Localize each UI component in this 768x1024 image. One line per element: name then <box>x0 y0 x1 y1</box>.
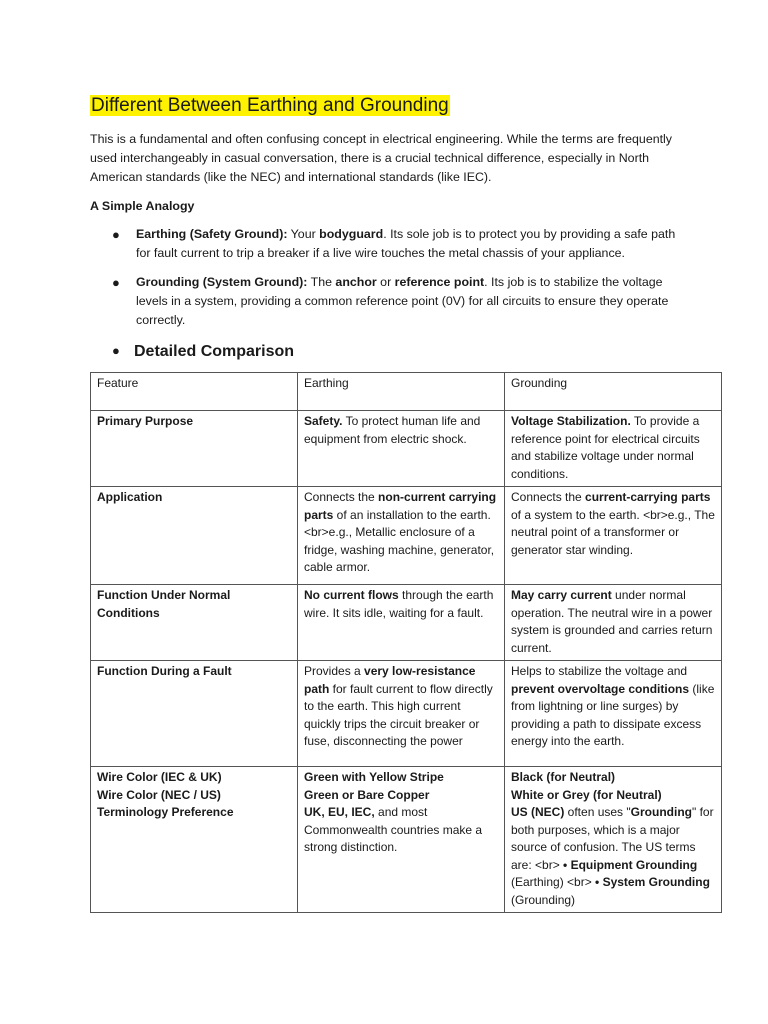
table-row <box>91 411 722 487</box>
highlighted-title-text: Different Between Earthing and Grounding <box>91 95 449 116</box>
cell-text: To protect human life and equipment from electric shock. <box>304 414 481 446</box>
cell-emphasis: very low-resistance path <box>304 664 476 696</box>
bullet-text: The <box>307 275 336 289</box>
cell-emphasis: • Equipment Grounding <box>563 857 698 872</box>
grounding-cell <box>505 661 722 767</box>
cell-emphasis: No current flows <box>304 588 399 602</box>
cell-text: under normal operation. The neutral wire in a power system is grounded and carries return current. <box>511 588 713 655</box>
bullet-text: . Its job is to stabilize the voltage levels in a system, providing a common reference point (0V) for all circuits to ensure they operate correctly. <box>136 275 669 327</box>
cell-text: and most Commonwealth countries make a strong distinction. <box>304 805 483 854</box>
list-item <box>112 273 684 330</box>
cell-text: for fault current to flow directly to the earth. This high current quickly trips the circuit breaker or fuse, disconnecting the power <box>304 681 493 748</box>
grounding-cell <box>505 767 722 913</box>
earthing-cell <box>298 487 505 585</box>
bullet-emphasis: bodyguard <box>319 227 384 241</box>
header-cell-earthing: Earthing <box>298 373 505 411</box>
grounding-cell <box>505 411 722 487</box>
bullet-dot-icon: ● <box>112 275 120 290</box>
cell-text: Provides a <box>304 664 365 678</box>
earthing-cell <box>298 411 505 487</box>
comparison-table <box>90 372 722 913</box>
cell-emphasis: Safety. <box>304 414 343 428</box>
analogy-heading: A Simple Analogy <box>90 199 195 213</box>
cell-text: often uses " <box>564 805 631 819</box>
earthing-cell <box>298 661 505 767</box>
grounding-cell <box>505 487 722 585</box>
feature-cell: Function Under Normal Conditions <box>91 585 298 661</box>
cell-emphasis: Green with Yellow Stripe Green or Bare Copper UK, EU, IEC, <box>304 770 444 819</box>
grounding-cell <box>505 585 722 661</box>
cell-emphasis: • System Grounding <box>595 875 710 889</box>
table-header-row <box>91 373 722 411</box>
header-cell-feature: Feature <box>91 373 298 411</box>
cell-emphasis: current-carrying parts <box>585 490 711 504</box>
table-row <box>91 487 722 585</box>
list-item <box>112 225 684 263</box>
cell-emphasis: non-current carrying parts <box>304 490 497 522</box>
cell-text: of an installation to the earth. <br>e.g., Metallic enclosure of a fridge, washing machine, generator, cable armor. <box>304 507 495 574</box>
bullet-label: Grounding (System Ground): <box>136 275 308 289</box>
cell-text: Connects the <box>511 490 586 504</box>
table-row <box>91 661 722 767</box>
cell-emphasis: Grounding <box>630 805 692 819</box>
feature-cell: Function During a Fault <box>91 661 298 767</box>
comparison-heading <box>112 340 294 363</box>
bullet-emphasis: reference point <box>394 275 485 289</box>
cell-text: Connects the <box>304 490 379 504</box>
intro-paragraph: This is a fundamental and often confusing concept in electrical engineering. While the terms are frequently used interchangeably in casual conversation, there is a crucial technical difference, especially in North American standards (like the NEC) and international standards (like IEC). <box>90 132 672 184</box>
cell-text: Helps to stabilize the voltage and <box>511 664 688 678</box>
feature-cell: Application <box>91 487 298 585</box>
comparison-heading-text: Detailed Comparison <box>134 343 295 360</box>
document-title <box>90 93 450 119</box>
bullet-emphasis: anchor <box>335 275 377 289</box>
bullet-dot-icon: ● <box>112 343 120 358</box>
feature-cell: Wire Color (IEC & UK) Wire Color (NEC / US) Terminology Preference <box>91 767 298 913</box>
bullet-text: . Its sole job is to protect you by providing a safe path for fault current to trip a breaker if a live wire touches the metal chassis of your appliance. <box>136 227 676 260</box>
cell-text: " for both purposes, which is a major source of confusion. The US terms are: <br> <box>511 805 714 872</box>
feature-cell: Primary Purpose <box>91 411 298 487</box>
cell-emphasis: Voltage Stabilization. <box>511 414 631 428</box>
bullet-dot-icon: ● <box>112 227 120 242</box>
table-row <box>91 767 722 913</box>
bullet-label: Earthing (Safety Ground): <box>136 227 288 241</box>
cell-emphasis: Black (for Neutral) White or Grey (for Neutral) US (NEC) <box>511 770 662 819</box>
cell-text: (Earthing) <br> <box>511 875 596 889</box>
table-row <box>91 585 722 661</box>
cell-emphasis: May carry current <box>511 588 612 602</box>
cell-text: of a system to the earth. <br>e.g., The neutral point of a transformer or generator star winding. <box>511 507 715 557</box>
cell-text: (Grounding) <box>511 892 576 907</box>
cell-text: (like from lightning or line surges) by providing a path to dissipate excess energy into the earth. <box>511 681 715 748</box>
bullet-text: Your <box>287 227 320 241</box>
earthing-cell <box>298 767 505 913</box>
cell-text: through the earth wire. It sits idle, waiting for a fault. <box>304 588 494 620</box>
header-cell-grounding: Grounding <box>505 373 722 411</box>
cell-emphasis: prevent overvoltage conditions <box>511 681 690 696</box>
cell-text: To provide a reference point for electrical circuits and stabilize voltage under normal conditions. <box>511 414 700 481</box>
earthing-cell <box>298 585 505 661</box>
bullet-text: or <box>376 275 395 289</box>
